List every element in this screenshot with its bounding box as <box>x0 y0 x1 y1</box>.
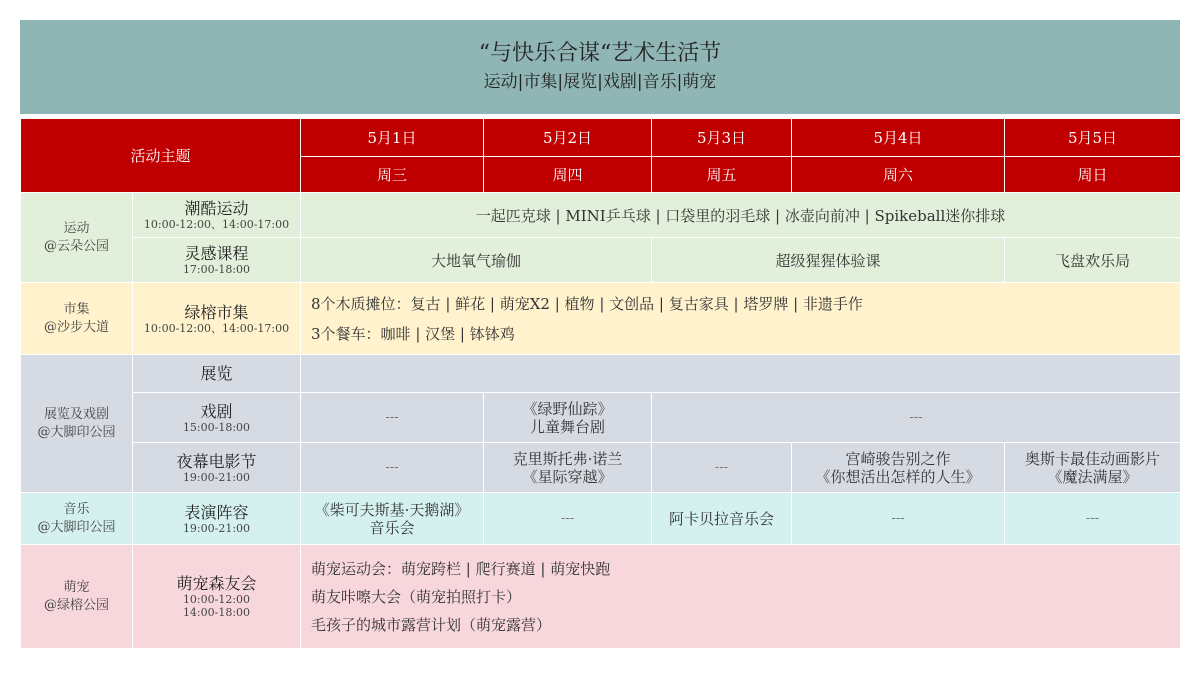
sport-row-1 <box>21 193 1181 238</box>
weekday-header: 周三 <box>301 157 484 193</box>
film-title: 《星际穿越》 <box>522 467 613 486</box>
pet-activity-cell <box>133 545 301 649</box>
film-row <box>21 443 1181 493</box>
date-header: 5月2日 <box>484 119 652 157</box>
pet-event: 毛孩子的城市露营计划（萌宠露营） <box>311 615 552 634</box>
expo-zone-cell <box>21 355 133 493</box>
concert-title: 《柴可夫斯基·天鹅湖》 <box>314 500 470 519</box>
film-cell <box>484 443 652 493</box>
weekday-header: 周四 <box>484 157 652 193</box>
weekday-header: 周日 <box>1005 157 1181 193</box>
market-stalls: 8个木质摊位：复古 | 鲜花 | 萌宠X2 | 植物 | 文创品 | 复古家具 | 塔罗牌 | 非遗手作 <box>311 294 863 313</box>
weekday-header: 周五 <box>652 157 792 193</box>
zone-venue: @大脚印公园 <box>37 424 116 440</box>
activity-name: 戏剧 <box>200 401 233 421</box>
date-header: 5月1日 <box>301 119 484 157</box>
music-cell: --- <box>792 493 1005 545</box>
film-note: 奥斯卡最佳动画影片 <box>1025 449 1161 468</box>
theme-header: 活动主题 <box>21 119 301 193</box>
activity-time: 10:00-12:00、14:00-17:00 <box>143 321 290 335</box>
film-director: 克里斯托弗·诺兰 <box>512 449 623 468</box>
activity-name: 萌宠森友会 <box>176 574 257 593</box>
zone-venue: @沙步大道 <box>43 319 109 335</box>
activity-time: 19:00-21:00 <box>182 470 251 484</box>
sport-row-2 <box>21 238 1181 283</box>
page-subtitle: 运动|市集|展览|戏剧|音乐|萌宠 <box>483 72 717 92</box>
market-row <box>21 283 1181 355</box>
activity-name: 潮酷运动 <box>184 199 249 218</box>
film-cell <box>1005 443 1181 493</box>
date-header: 5月4日 <box>792 119 1005 157</box>
drama-cell: --- <box>652 393 1181 443</box>
music-activity-cell <box>133 493 301 545</box>
schedule-frame <box>20 20 1180 650</box>
activity-name: 表演阵容 <box>184 502 249 522</box>
activity-time: 10:00-12:00、14:00-17:00 <box>143 218 290 231</box>
sport-activity-cell <box>133 193 301 238</box>
film-title: 《你想活出怎样的人生》 <box>815 467 981 486</box>
activity-time: 14:00-18:00 <box>182 606 251 619</box>
activity-time: 17:00-18:00 <box>182 263 251 276</box>
pet-row <box>21 545 1181 649</box>
zone-name: 萌宠 <box>63 579 90 595</box>
pet-event: 萌友咔嚓大会（萌宠拍照打卡） <box>311 587 522 606</box>
music-zone-cell <box>21 493 133 545</box>
title-banner <box>20 20 1180 114</box>
music-cell: --- <box>484 493 652 545</box>
drama-cell <box>484 393 652 443</box>
film-cell: --- <box>652 443 792 493</box>
music-cell: 阿卡贝拉音乐会 <box>652 493 792 545</box>
drama-title: 《绿野仙踪》 <box>522 399 613 418</box>
music-cell <box>301 493 484 545</box>
pet-content <box>301 545 1181 649</box>
zone-name: 市集 <box>63 301 90 317</box>
zone-venue: @云朵公园 <box>43 238 109 254</box>
zone-name: 展览及戏剧 <box>43 406 109 422</box>
date-header: 5月5日 <box>1005 119 1181 157</box>
zone-venue: @大脚印公园 <box>37 519 116 535</box>
market-activity-cell <box>133 283 301 355</box>
activity-time: 15:00-18:00 <box>182 420 251 434</box>
exhibit-row <box>21 355 1181 393</box>
concert-type: 音乐会 <box>369 518 415 537</box>
film-cell <box>792 443 1005 493</box>
pet-zone-cell <box>21 545 133 649</box>
film-title: 《魔法满屋》 <box>1047 467 1138 486</box>
pet-event: 萌宠运动会：萌宠跨栏 | 爬行赛道 | 萌宠快跑 <box>311 559 611 578</box>
page-title: “与快乐合谋“艺术生活节 <box>478 41 722 66</box>
film-cell: --- <box>301 443 484 493</box>
drama-activity-cell <box>133 393 301 443</box>
zone-venue: @绿榕公园 <box>43 597 109 613</box>
market-food-trucks: 3个餐车：咖啡 | 汉堡 | 钵钵鸡 <box>311 324 515 343</box>
course-activity-cell <box>133 238 301 283</box>
course-cell: 超级猩猩体验课 <box>652 238 1005 283</box>
course-cell: 飞盘欢乐局 <box>1005 238 1181 283</box>
exhibit-content <box>301 355 1181 393</box>
course-cell: 大地氧气瑜伽 <box>301 238 652 283</box>
drama-row <box>21 393 1181 443</box>
activity-name: 夜幕电影节 <box>176 451 257 471</box>
activity-time: 10:00-12:00 <box>182 593 251 606</box>
weekday-header: 周六 <box>792 157 1005 193</box>
market-zone-cell <box>21 283 133 355</box>
music-cell: --- <box>1005 493 1181 545</box>
sport-content: 一起匹克球 | MINI乒乓球 | 口袋里的羽毛球 | 冰壶向前冲 | Spikeball迷你排球 <box>301 193 1181 238</box>
market-content <box>301 283 1181 355</box>
sport-zone-cell <box>21 193 133 283</box>
drama-type: 儿童舞台剧 <box>530 417 606 436</box>
activity-name: 灵感课程 <box>184 244 249 263</box>
date-header: 5月3日 <box>652 119 792 157</box>
drama-cell: --- <box>301 393 484 443</box>
music-row <box>21 493 1181 545</box>
zone-name: 运动 <box>63 220 90 236</box>
zone-name: 音乐 <box>63 501 90 517</box>
activity-name: 绿榕市集 <box>184 302 249 322</box>
exhibit-activity-cell <box>133 355 301 393</box>
film-note: 宫崎骏告别之作 <box>845 449 951 468</box>
film-activity-cell <box>133 443 301 493</box>
activity-name: 展览 <box>200 364 233 383</box>
activity-time: 19:00-21:00 <box>182 521 251 535</box>
schedule-table <box>20 118 1181 649</box>
header-row-dates <box>21 119 1181 157</box>
